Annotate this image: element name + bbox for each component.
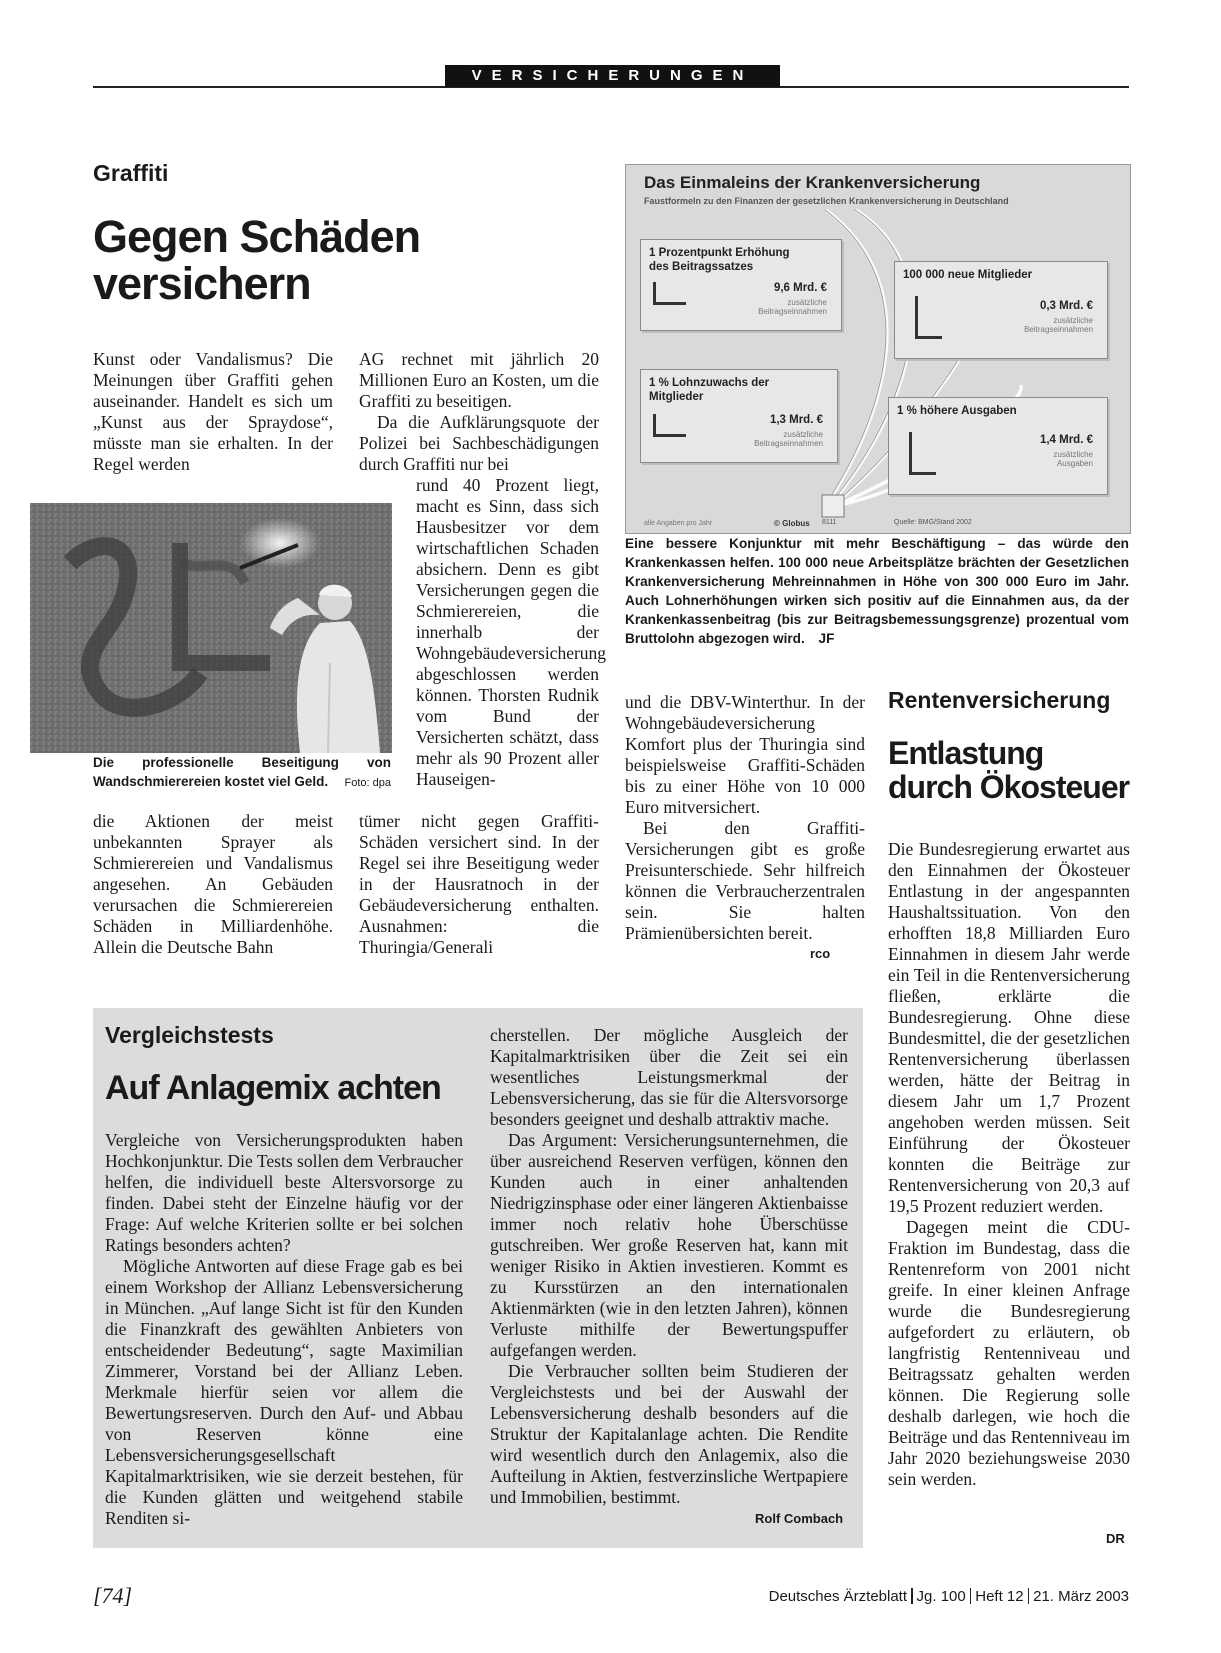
infographic-subtitle: Faustformeln zu den Finanzen der gesetzlichen Krankenversicherung in Deutschland	[644, 196, 1009, 206]
page-number: [74]	[93, 1583, 133, 1608]
graffiti-photo	[30, 503, 392, 753]
vergleich-col1	[105, 1130, 463, 1529]
graffiti-photo-caption	[93, 753, 391, 793]
graffiti-col3-p1: und die DBV-Winterthur. In der Wohngebäudeversicherung Komfort plus der Thuringia sind beispielsweise Graffiti-Schäden bis zu einer Höhe von 10 000 Euro mitversichert.	[625, 692, 865, 817]
graffiti-headline: Gegen Schäden versichern	[93, 211, 421, 310]
footer-issue: Heft 12	[975, 1588, 1024, 1605]
infographic-box-value: 1,3 Mrd. €	[769, 414, 823, 426]
graffiti-col2-p2c: tümer nicht gegen Graffiti-Schäden versichert sind. In der Regel sei ihre Beseitigung weder in der Hausratnoch in der Gebäudeversicherung enthalten. Ausnahmen: die Thuringia/Generali	[359, 811, 599, 957]
infographic-box-value: 0,3 Mrd. €	[1039, 300, 1093, 312]
graffiti-col2-middle	[416, 475, 607, 790]
arrow-icon	[653, 414, 686, 437]
infographic-box-mitglieder	[894, 261, 1108, 359]
graffiti-kicker: Graffiti	[93, 160, 169, 186]
graffiti-col1-top	[93, 349, 333, 475]
infographic-box-label: 1 % höhere Ausgaben	[897, 405, 1017, 417]
vergleich-col1-p2: Mögliche Antworten auf diese Frage gab es bei einem Workshop der Allianz Lebensversicherung in München. „Auf lange Sicht ist für den Kunden die Finanzkraft des gewählten Anbieters von entscheidender Bedeutung“, sagte Maximilian Zimmerer, Vorstand bei der Allianz Leben. Merkmale hierfür seien vor allem die Bewertungsreserven. Durch den Auf- und Abbau von Reserven könne eine Lebensversicherungsgesellschaft Kapitalmarktrisiken, wie sie derzeit bestehen, für die Kunden glätten und weitgehend stabile Renditen si-	[105, 1256, 463, 1528]
infographic-source: Quelle: BMG/Stand 2002	[894, 519, 972, 526]
infographic-publisher: © Globus	[774, 519, 810, 528]
rente-body	[888, 839, 1130, 1490]
infographic-box-ausgaben	[888, 397, 1108, 495]
graffiti-col2-p1: AG rechnet mit jährlich 20 Millionen Euro an Kosten, um die Graffiti zu beseitigen.	[359, 349, 599, 411]
footer-separator	[970, 1588, 972, 1604]
vergleich-col2	[490, 1025, 848, 1508]
infographic-box-value: 9,6 Mrd. €	[773, 282, 827, 294]
rente-headline: Entlastung durch Ökosteuer	[888, 735, 1130, 805]
vergleich-col2-p3: Die Verbraucher sollten beim Studieren der Vergleichstests und bei der Auswahl der Lebensversicherung deshalb besonders auf die Struktur der Kapitalanlage achten. Die Rendite wird wesentlich durch den Anlagemix, also die Aufteilung in Aktien, festverzinsliche Wertpapiere und Immobilien, bestimmt.	[490, 1361, 848, 1507]
vergleich-col1-p1: Vergleiche von Versicherungsprodukten haben Hochkonjunktur. Die Tests sollen dem Verbraucher helfen, die individuell beste Altersvorsorge zu finden. Dabei steht der Einzelne häufig vor der Frage: Auf welche Kriterien sollte er bei solchen Ratings besonders achten?	[105, 1130, 463, 1255]
graffiti-col1-bottom	[93, 811, 333, 958]
rente-p2: Dagegen meint die CDU-Fraktion im Bundestag, dass die Rentenreform von 2001 nicht greife. In einer kleinen Anfrage wurde die Bundesregierung aufgefordert zu erläutern, ob langfristig Rentenniveau und Beitragssatz gehalten werden können. Die Regierung solle deshalb darlegen, wie hoch die Beiträge und das Rentenniveau im Jahr 2020 beziehungsweise 2030 sein werden.	[888, 1217, 1130, 1489]
footer-date: 21. März 2003	[1033, 1588, 1129, 1605]
graffiti-col3	[625, 692, 865, 944]
vergleich-headline: Auf Anlagemix achten	[105, 1069, 441, 1107]
infographic-title: Das Einmaleins der Krankenversicherung	[644, 173, 981, 192]
infographic-caption-signature: JF	[818, 631, 835, 646]
graffiti-col2-bottom	[359, 811, 599, 958]
graffiti-signature: rco	[810, 946, 831, 961]
infographic-caption-text: Eine bessere Konjunktur mit mehr Beschäftigung – das würde den Krankenkassen helfen. 100 000 neue Arbeitsplätze brächten der Gesetzlichen Krankenversicherung Mehreinnahmen in Höhe von 300 000 Euro im Jahr. Auch Lohnerhöhungen wirken sich positiv auf die Einnahmen aus, da der Krankenkassenbeitrag (bis zur Beitragsbemessungsgrenze) prozentual vom Bruttolohn abgezogen wird.	[625, 536, 1129, 646]
vergleich-kicker: Vergleichstests	[105, 1022, 274, 1048]
vergleich-col2-p1: cherstellen. Der mögliche Ausgleich der Kapitalmarktrisiken über die Zeit sei ein wesentliches Leistungsmerkmal der Lebensversicherung, das sie für die Altersvorsorge besonders geeignet und deshalb attraktiv mache.	[490, 1025, 848, 1129]
infographic-code: 8111	[822, 519, 837, 526]
infographic	[625, 164, 1131, 534]
vergleich-signature: Rolf Combach	[755, 1511, 844, 1526]
infographic-box-lohn	[640, 369, 838, 463]
graffiti-col1-top-text: Kunst oder Vandalismus? Die Meinungen über Graffiti gehen auseinander. Handelt es sich um „Kunst aus der Spraydose“, müsste man sie erhalten. In der Regel werden	[93, 349, 333, 474]
infographic-box-beitragssatz	[640, 239, 842, 331]
arrow-icon	[909, 432, 936, 475]
graffiti-col2-top	[359, 349, 599, 475]
rente-kicker: Rentenversicherung	[888, 687, 1111, 713]
graffiti-photo-caption-text: Die professionelle Beseitigung von Wandschmierereien kostet viel Geld.	[93, 755, 391, 789]
graffiti-photo-image	[30, 503, 392, 753]
footer-separator	[1028, 1588, 1030, 1604]
infographic-box-sub: zusätzliche Beitragseinnahmen	[754, 430, 823, 448]
footer-volume: Jg. 100	[916, 1588, 966, 1605]
infographic-box-sub: zusätzliche Beitragseinnahmen	[1024, 316, 1093, 334]
graffiti-col2-p2b: rund 40 Prozent liegt, macht es Sinn, dass sich Hausbesitzer vor dem wirtschaftlichen Schaden absichern. Denn es gibt Versicherungen gegen die Schmierereien, die innerhalb der Wohngebäudeversicherung abgeschlossen werden können. Thorsten Rudnik vom Bund der Versicherten schätzt, dass mehr als 90 Prozent aller Hauseigen-	[416, 475, 607, 789]
infographic-box-label: 100 000 neue Mitglieder	[903, 269, 1033, 281]
infographic-box-value: 1,4 Mrd. €	[1039, 434, 1093, 446]
rente-p1: Die Bundesregierung erwartet aus den Einnahmen der Ökosteuer Entlastung in der angespannten Haushaltssituation. Von den erhofften 18,8 Milliarden Euro Einnahmen in diesem Jahr werde ein Teil in die Rentenversicherung fließen, erklärte die Bundesregierung. Ohne diese Bundesmittel, die der gesetzlichen Rentenversicherung überlassen werden, hätte der Beitrag in diesem Jahr um 1,7 Prozent angehoben werden müssen. Seit Einführung der Ökosteuer konnten die Beiträge zur Rentenversicherung von 20,3 auf 19,5 Prozent reduziert werden.	[888, 839, 1130, 1216]
rente-signature: DR	[1106, 1531, 1125, 1546]
footer-journal: Deutsches Ärzteblatt	[768, 1588, 908, 1605]
footer-separator	[911, 1588, 913, 1604]
infographic-box-label: 1 % Lohnzuwachs der Mitglieder	[649, 377, 770, 403]
infographic-box-label: 1 Prozentpunkt Erhöhung des Beitragssatzes	[649, 247, 790, 273]
arrow-icon	[653, 282, 686, 305]
footer-citation	[700, 1588, 1129, 1605]
graffiti-col2-p2a: Da die Aufklärungsquote der Polizei bei Sachbeschädigungen durch Graffiti nur bei	[359, 412, 599, 474]
arrow-icon	[915, 296, 942, 339]
infographic-box-sub: zusätzliche Ausgaben	[1053, 450, 1093, 468]
graffiti-col3-p2: Bei den Graffiti-Versicherungen gibt es große Preisunterschiede. Sehr hilfreich können die Verbraucherzentralen sein. Sie halten Prämienübersichten bereit.	[625, 818, 865, 943]
graffiti-photo-credit: Foto: dpa	[344, 777, 391, 789]
infographic-box-sub: zusätzliche Beitragseinnahmen	[758, 298, 827, 316]
infographic-caption	[625, 534, 1129, 648]
section-label: VERSICHERUNGEN	[445, 65, 780, 87]
infographic-footnote: alle Angaben pro Jahr	[644, 520, 713, 527]
graffiti-col1-bottom-text: die Aktionen der meist unbekannten Sprayer als Schmierereien und Vandalismus angesehen. An Gebäuden verursachen die Schmierereien Schäden in Milliardenhöhe. Allein die Deutsche Bahn	[93, 811, 333, 957]
vergleich-col2-p2: Das Argument: Versicherungsunternehmen, die über ausreichend Reserven verfügen, können den Kunden auch in einer anhaltenden Niedrigzinsphase oder einer längeren Aktienbaisse immer noch relativ hohe Überschüsse gutschreiben. Wer große Reserven hat, kann mit weniger Risiko in Aktien investieren. Kommt es zu Kursstürzen an den internationalen Aktienmärkten (wie in den letzten Jahren), können Verluste mithilfe der Bewertungspuffer aufgefangen werden.	[490, 1130, 848, 1360]
